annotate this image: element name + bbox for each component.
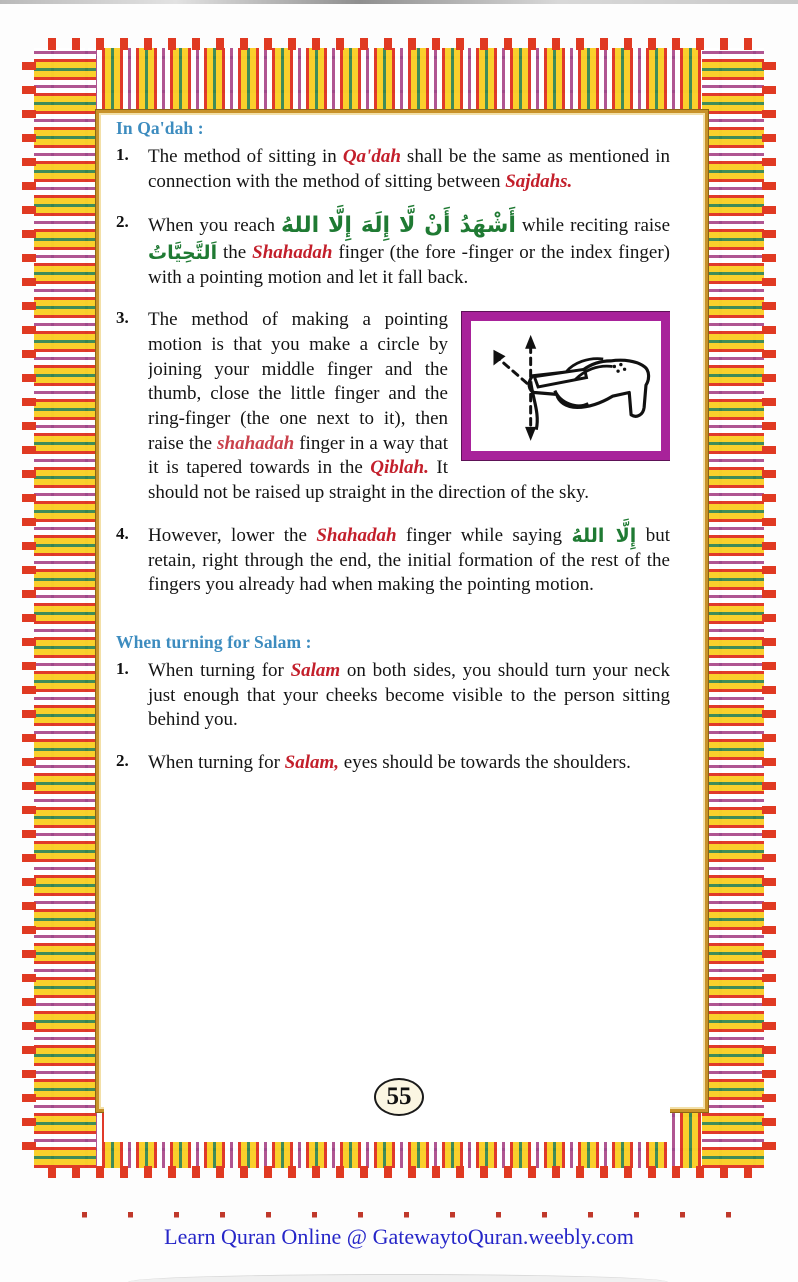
list-item (104, 308, 670, 506)
emphasis-term: Qiblah. (370, 457, 429, 479)
list-item-number: 4. (116, 523, 129, 543)
footer-credit: Learn Quran Online @ GatewaytoQuran.weebly.com (164, 1224, 634, 1249)
list-item-body (148, 659, 670, 733)
text-run: while reciting raise (515, 215, 671, 237)
list-item (104, 212, 670, 290)
section-heading-qadah: In Qa'dah : (116, 118, 204, 138)
arabic-phrase-tahiyyat: اَلتَّحِيَّاتُ (148, 241, 218, 264)
page-number-badge (374, 1078, 424, 1116)
text-run: When turning for (148, 659, 291, 681)
emphasis-term: shahadah (217, 432, 295, 454)
text-run: It should not be raised up straight in the direction of the sky. (148, 457, 589, 504)
scan-edge-top (0, 0, 798, 4)
list-item (104, 751, 670, 776)
text-run: The method of making a pointing motion is that you make a circle by joining your middle finger and the thumb, close the little finger and the ring-finger (the one next to it), then raise the (148, 309, 448, 454)
qadah-list (104, 145, 670, 598)
list-item-number: 2. (116, 212, 129, 232)
emphasis-term: Shahadah (316, 524, 397, 546)
list-item (104, 524, 670, 598)
text-run: the (217, 241, 253, 263)
list-item-number: 3. (116, 308, 129, 328)
border-teeth-top (42, 38, 756, 50)
border-teeth-right (762, 56, 776, 1160)
illustration-canvas (471, 321, 661, 451)
text-run: finger in a way that it is tapered towards in the (148, 432, 448, 479)
emphasis-term: Salam (290, 659, 341, 681)
list-item-number: 2. (116, 750, 129, 770)
emphasis-term: Sajdahs. (505, 170, 573, 192)
text-run: The method of sitting in (148, 146, 343, 167)
text-run: eyes should be towards the shoulders. (339, 751, 631, 773)
footer-divider-dots (64, 1212, 736, 1222)
emphasis-term: Salam, (284, 751, 340, 773)
emphasis-term: Qa'dah (342, 146, 401, 167)
list-item (104, 145, 670, 194)
list-item-number: 1. (116, 658, 129, 678)
page-content (104, 118, 670, 1142)
border-teeth-left (22, 56, 36, 1160)
salam-list (104, 659, 670, 776)
emphasis-term: Shahadah (252, 241, 333, 263)
list-item-body (148, 308, 670, 506)
text-run: shall be the same as mentioned in connection with the method of sitting between (148, 146, 670, 192)
text-run: on both sides, you should turn your neck just enough that your cheeks become visible to the person sitting behind you. (148, 659, 670, 731)
list-item (104, 659, 670, 733)
scan-edge-bottom (128, 1274, 668, 1282)
arabic-phrase-shahadah: أَشْهَدُ أَنْ لَّا إِلَهَ إِلَّا اللهُ (281, 213, 516, 239)
hand-pointing-icon (473, 323, 659, 449)
text-run: When turning for (148, 751, 285, 773)
border-left-band (34, 48, 96, 1168)
border-right-band (702, 48, 764, 1168)
list-item-body (148, 212, 670, 290)
pointing-finger-illustration (462, 312, 670, 460)
arabic-phrase-illallah: إِلَّا اللهُ (571, 524, 637, 547)
text-run: finger (the fore -finger or the index finger) with a pointing motion and let it fall back. (148, 241, 670, 288)
text-run: However, lower the (148, 524, 317, 546)
section-heading-salam: When turning for Salam : (116, 631, 312, 652)
list-item-body (148, 145, 670, 194)
text-run: finger while saying (396, 524, 572, 546)
text-run: but retain, right through the end, the initial formation of the rest of the fingers you already had when making the pointing motion. (148, 524, 671, 596)
border-teeth-bottom (42, 1166, 756, 1178)
list-item-body (148, 751, 670, 776)
list-item-number: 1. (116, 145, 129, 164)
border-top-band (34, 48, 764, 110)
page-number: 55 (386, 1083, 412, 1110)
text-run: When you reach (148, 215, 282, 237)
list-item-body (148, 524, 670, 598)
